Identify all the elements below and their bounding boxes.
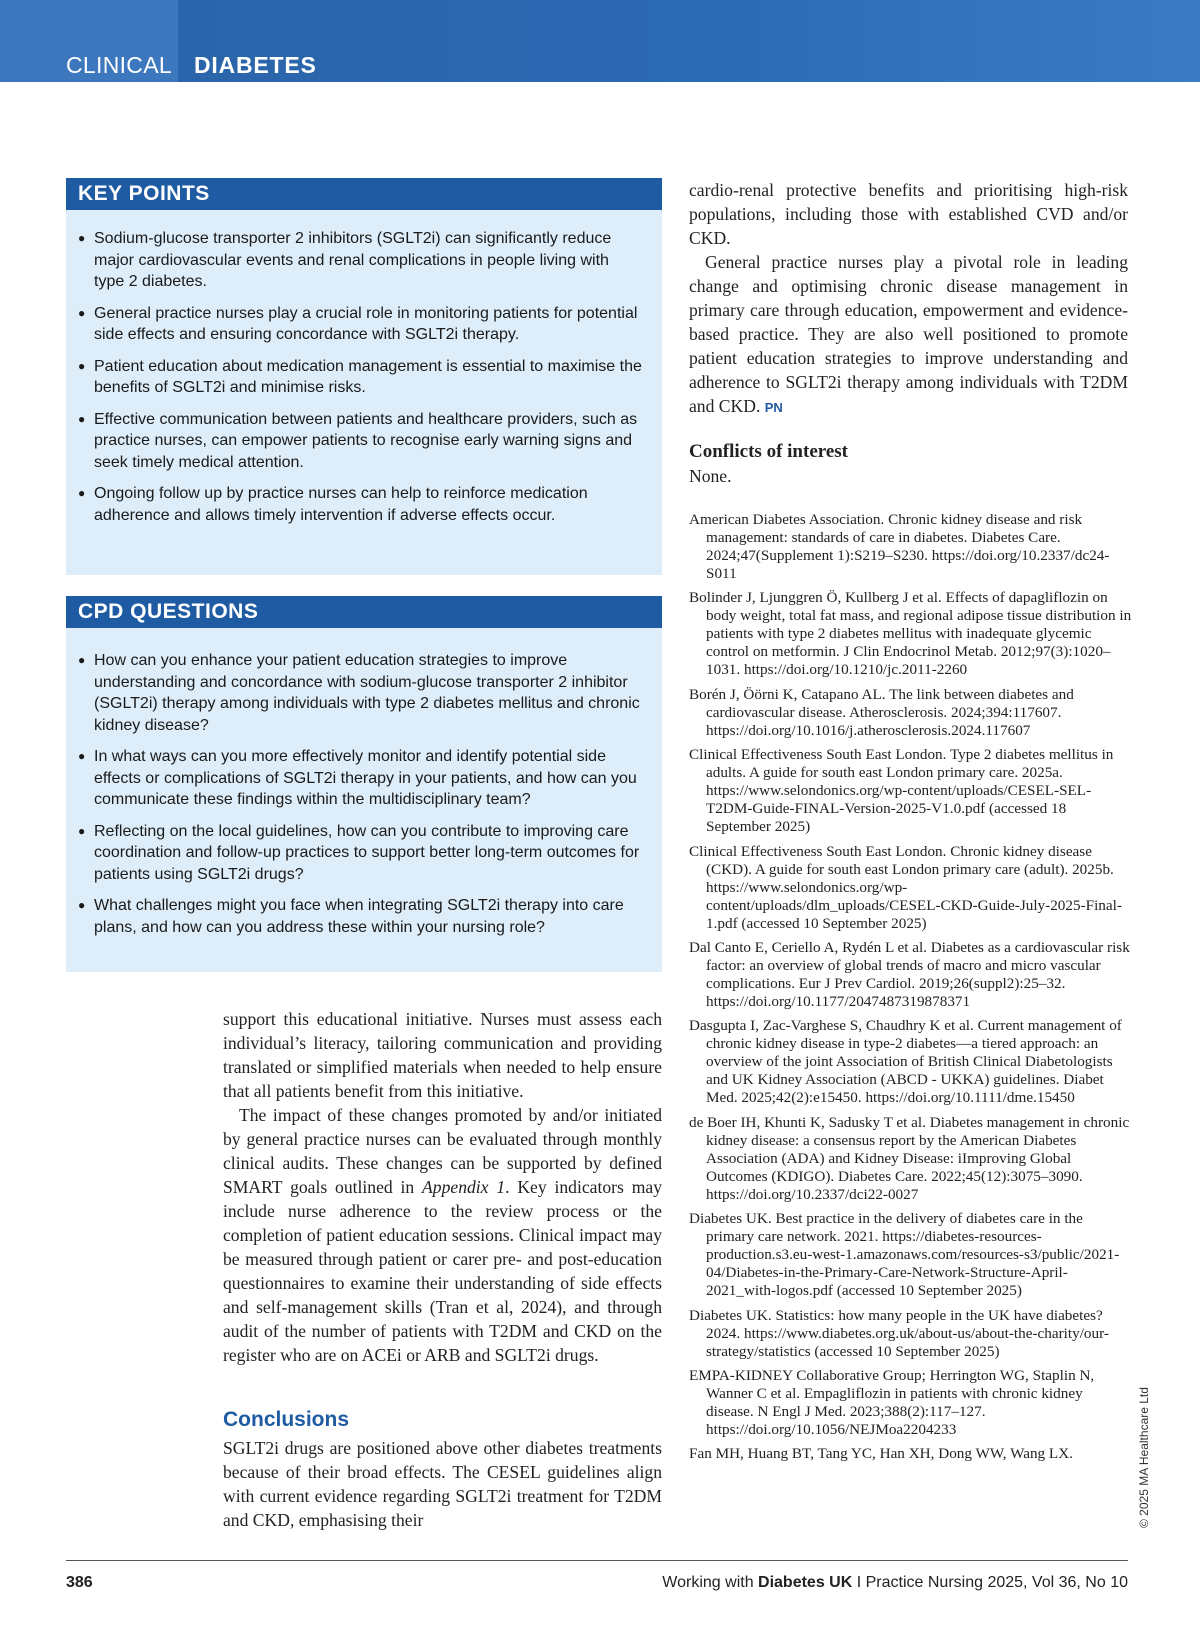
body-paragraph: cardio-renal protective benefits and prioritising high-risk populations, including those with established CVD and/or CKD. bbox=[689, 180, 1128, 248]
reference-item: Clinical Effectiveness South East London. Chronic kidney disease (CKD). A guide for south east London primary care (adult). 2025b. https://www.selondonics.org/wp-content/uploads/dlm_uploads/CESEL-CKD-Guide-July-2025-Final-1.pdf (accessed 10 September 2025) bbox=[689, 842, 1122, 932]
reference-item: Diabetes UK. Best practice in the delivery of diabetes care in the primary care network. 2021. https://diabetes-resources-production.s3.eu-west-1.amazonaws.com/resources-s3/public/2021-04/Diabetes-in-the-Primary-Care-Network-Structure-April-2021_with-logos.pdf (accessed 10 September 2025) bbox=[689, 1210, 1120, 1300]
cpd-questions-box bbox=[66, 596, 662, 972]
key-points-list bbox=[66, 210, 662, 526]
conclusions-heading: Conclusions bbox=[223, 1408, 350, 1431]
conflicts-heading: Conflicts of interest bbox=[689, 441, 849, 462]
body-paragraph bbox=[689, 250, 1128, 420]
cpd-question-item: ● What challenges might you face when integrating SGLT2i therapy into care plans, and how can you address these within your nursing role? bbox=[78, 895, 642, 938]
paragraph-text: The impact of these changes promoted by and/or initiated by general practice nurses can be evaluated through monthly clinical audits. These changes can be supported by defined SMART goals outlined in bbox=[223, 1105, 662, 1197]
reference-item: Diabetes UK. Statistics: how many people in the UK have diabetes? 2024. https://www.diabetes.org.uk/about-us/about-the-charity/our-strategy/statistics (accessed 10 September 2025) bbox=[689, 1306, 1109, 1360]
cpd-questions-title: CPD QUESTIONS bbox=[66, 596, 662, 628]
right-body-text bbox=[689, 178, 1128, 420]
body-paragraph: SGLT2i drugs are positioned above other diabetes treatments because of their broad effects. The CESEL guidelines align with current evidence regarding SGLT2i treatment for T2DM and CKD, emphasising their bbox=[223, 1438, 662, 1530]
cpd-question-item: ● In what ways can you more effectively monitor and identify potential side effects or complications of SGLT2i therapy in your patients, and how can you communicate these findings within the multidisciplinary team? bbox=[78, 746, 642, 811]
paragraph-text: General practice nurses play a pivotal role in leading change and optimising chronic disease management in primary care through education, empowerment and evidence-based practice. They are also well positioned to promote patient education strategies to improve understanding and adherence to SGLT2i therapy among individuals with T2DM and CKD. bbox=[689, 252, 1128, 416]
conclusions-body bbox=[223, 1436, 662, 1532]
reference-item: de Boer IH, Khunti K, Sadusky T et al. Diabetes management in chronic kidney disease: a consensus report by the American Diabetes Association (ADA) and Kidney Disease: iImproving Global Outcomes (KDIGO). Diabetes Care. 2022;45(12):3075–3090. https://doi.org/10.2337/dci22-0027 bbox=[689, 1113, 1130, 1203]
cpd-question-item: ● How can you enhance your patient education strategies to improve understanding and concordance with sodium-glucose transporter 2 inhibitor (SGLT2i) therapy among individuals with type 2 diabetes mellitus and chronic kidney disease? bbox=[78, 650, 642, 736]
journal-suffix: I Practice Nursing 2025, Vol 36, No 10 bbox=[852, 1574, 1128, 1591]
journal-partner: Diabetes UK bbox=[758, 1574, 853, 1591]
key-points-title: KEY POINTS bbox=[66, 178, 662, 210]
reference-item: Clinical Effectiveness South East London. Type 2 diabetes mellitus in adults. A guide for south east London primary care. 2025a. https://www.selondonics.org/wp-content/uploads/CESEL-SEL-T2DM-Guide-FINAL-Version-2025-V1.0.pdf (accessed 18 September 2025) bbox=[689, 746, 1114, 836]
key-point-item: ● Sodium-glucose transporter 2 inhibitors (SGLT2i) can significantly reduce major cardiovascular events and renal complications in people living with type 2 diabetes. bbox=[78, 228, 642, 293]
section-label: CLINICAL bbox=[66, 52, 172, 78]
section-header bbox=[66, 52, 317, 79]
reference-item: Dal Canto E, Ceriello A, Rydén L et al. Diabetes as a cardiovascular risk factor: an overview of global trends of macro and micro vascular complications. Eur J Prev Cardiol. 2019;26(suppl2):25–32. https://doi.org/10.1177/2047487319878371 bbox=[689, 938, 1130, 1010]
copyright-notice: © 2025 MA Healthcare Ltd bbox=[1137, 1387, 1151, 1528]
reference-item: Borén J, Öörni K, Catapano AL. The link between diabetes and cardiovascular disease. Atherosclerosis. 2024;394:117607. https://doi.org/10.1016/j.atherosclerosis.2024.117607 bbox=[689, 685, 1074, 739]
journal-prefix: Working with bbox=[662, 1574, 759, 1591]
left-body-text bbox=[223, 1007, 662, 1367]
reference-item: American Diabetes Association. Chronic kidney disease and risk management: standards of care in diabetes. Diabetes Care. 2024;47(Supplement 1):S219–S230. https://doi.org/10.2337/dc24-S011 bbox=[689, 511, 1110, 582]
reference-item: Fan MH, Huang BT, Tang YC, Han XH, Dong WW, Wang LX. bbox=[689, 1445, 1073, 1463]
journal-citation bbox=[662, 1574, 1128, 1592]
conflicts-body: None. bbox=[689, 466, 732, 486]
references-list bbox=[689, 511, 1133, 1470]
key-point-item: ● Ongoing follow up by practice nurses can help to reinforce medication adherence and allows timely intervention if adverse effects occur. bbox=[78, 483, 642, 526]
cpd-question-item: ● Reflecting on the local guidelines, how can you contribute to improving care coordination and follow-up practices to support better long-term outcomes for patients using SGLT2i drugs? bbox=[78, 821, 642, 886]
topic-label: DIABETES bbox=[193, 52, 317, 78]
key-points-box bbox=[66, 178, 662, 575]
key-point-item: ● General practice nurses play a crucial role in monitoring patients for potential side effects and ensuring concordance with SGLT2i therapy. bbox=[78, 303, 642, 346]
key-point-item: ● Effective communication between patients and healthcare providers, such as practice nurses, can empower patients to recognise early warning signs and seek timely medical attention. bbox=[78, 409, 642, 474]
end-of-article-mark: PN bbox=[764, 400, 783, 415]
page-number: 386 bbox=[66, 1574, 93, 1591]
reference-item: Bolinder J, Ljunggren Ö, Kullberg J et al. Effects of dapagliflozin on body weight, total fat mass, and regional adipose tissue distribution in patients with type 2 diabetes mellitus with inadequate glycemic control on metformin. J Clin Endocrinol Metab. 2012;97(3):1020–1031. https://doi.org/10.1210/jc.2011-2260 bbox=[689, 589, 1132, 679]
footer-divider bbox=[66, 1560, 1128, 1561]
paragraph-text: . Key indicators may include nurse adherence to the review process or the completion of patient education sessions. Clinical impact may be measured through patient or carer pre- and post-education questionnaires to examine their understanding of side effects and self-management skills (Tran et al, 2024), and through audit of the number of patients with T2DM and CKD on the register who are on ACEi or ARB and SGLT2i drugs. bbox=[223, 1177, 662, 1365]
key-point-item: ● Patient education about medication management is essential to maximise the benefits of SGLT2i and minimise risks. bbox=[78, 356, 642, 399]
reference-item: Dasgupta I, Zac-Varghese S, Chaudhry K et al. Current management of chronic kidney disease in type-2 diabetes—a tiered approach: an overview of the joint Association of British Clinical Diabetologists and UK Kidney Association (ABCD - UKKA) guidelines. Diabet Med. 2025;42(2):e15450. https://doi.org/10.1111/dme.15450 bbox=[689, 1017, 1122, 1107]
body-paragraph bbox=[223, 1103, 662, 1367]
appendix-reference: Appendix 1 bbox=[422, 1177, 506, 1197]
reference-item: EMPA-KIDNEY Collaborative Group; Herrington WG, Staplin N, Wanner C et al. Empagliflozin in patients with chronic kidney disease. N Engl J Med. 2023;388(2):117–127. https://doi.org/10.1056/NEJMoa2204233 bbox=[689, 1366, 1095, 1438]
body-paragraph: support this educational initiative. Nurses must assess each individual’s literacy, tailoring communication and providing translated or simplified materials when needed to help ensure that all patients benefit from this initiative. bbox=[223, 1009, 662, 1101]
cpd-questions-list bbox=[66, 628, 662, 938]
